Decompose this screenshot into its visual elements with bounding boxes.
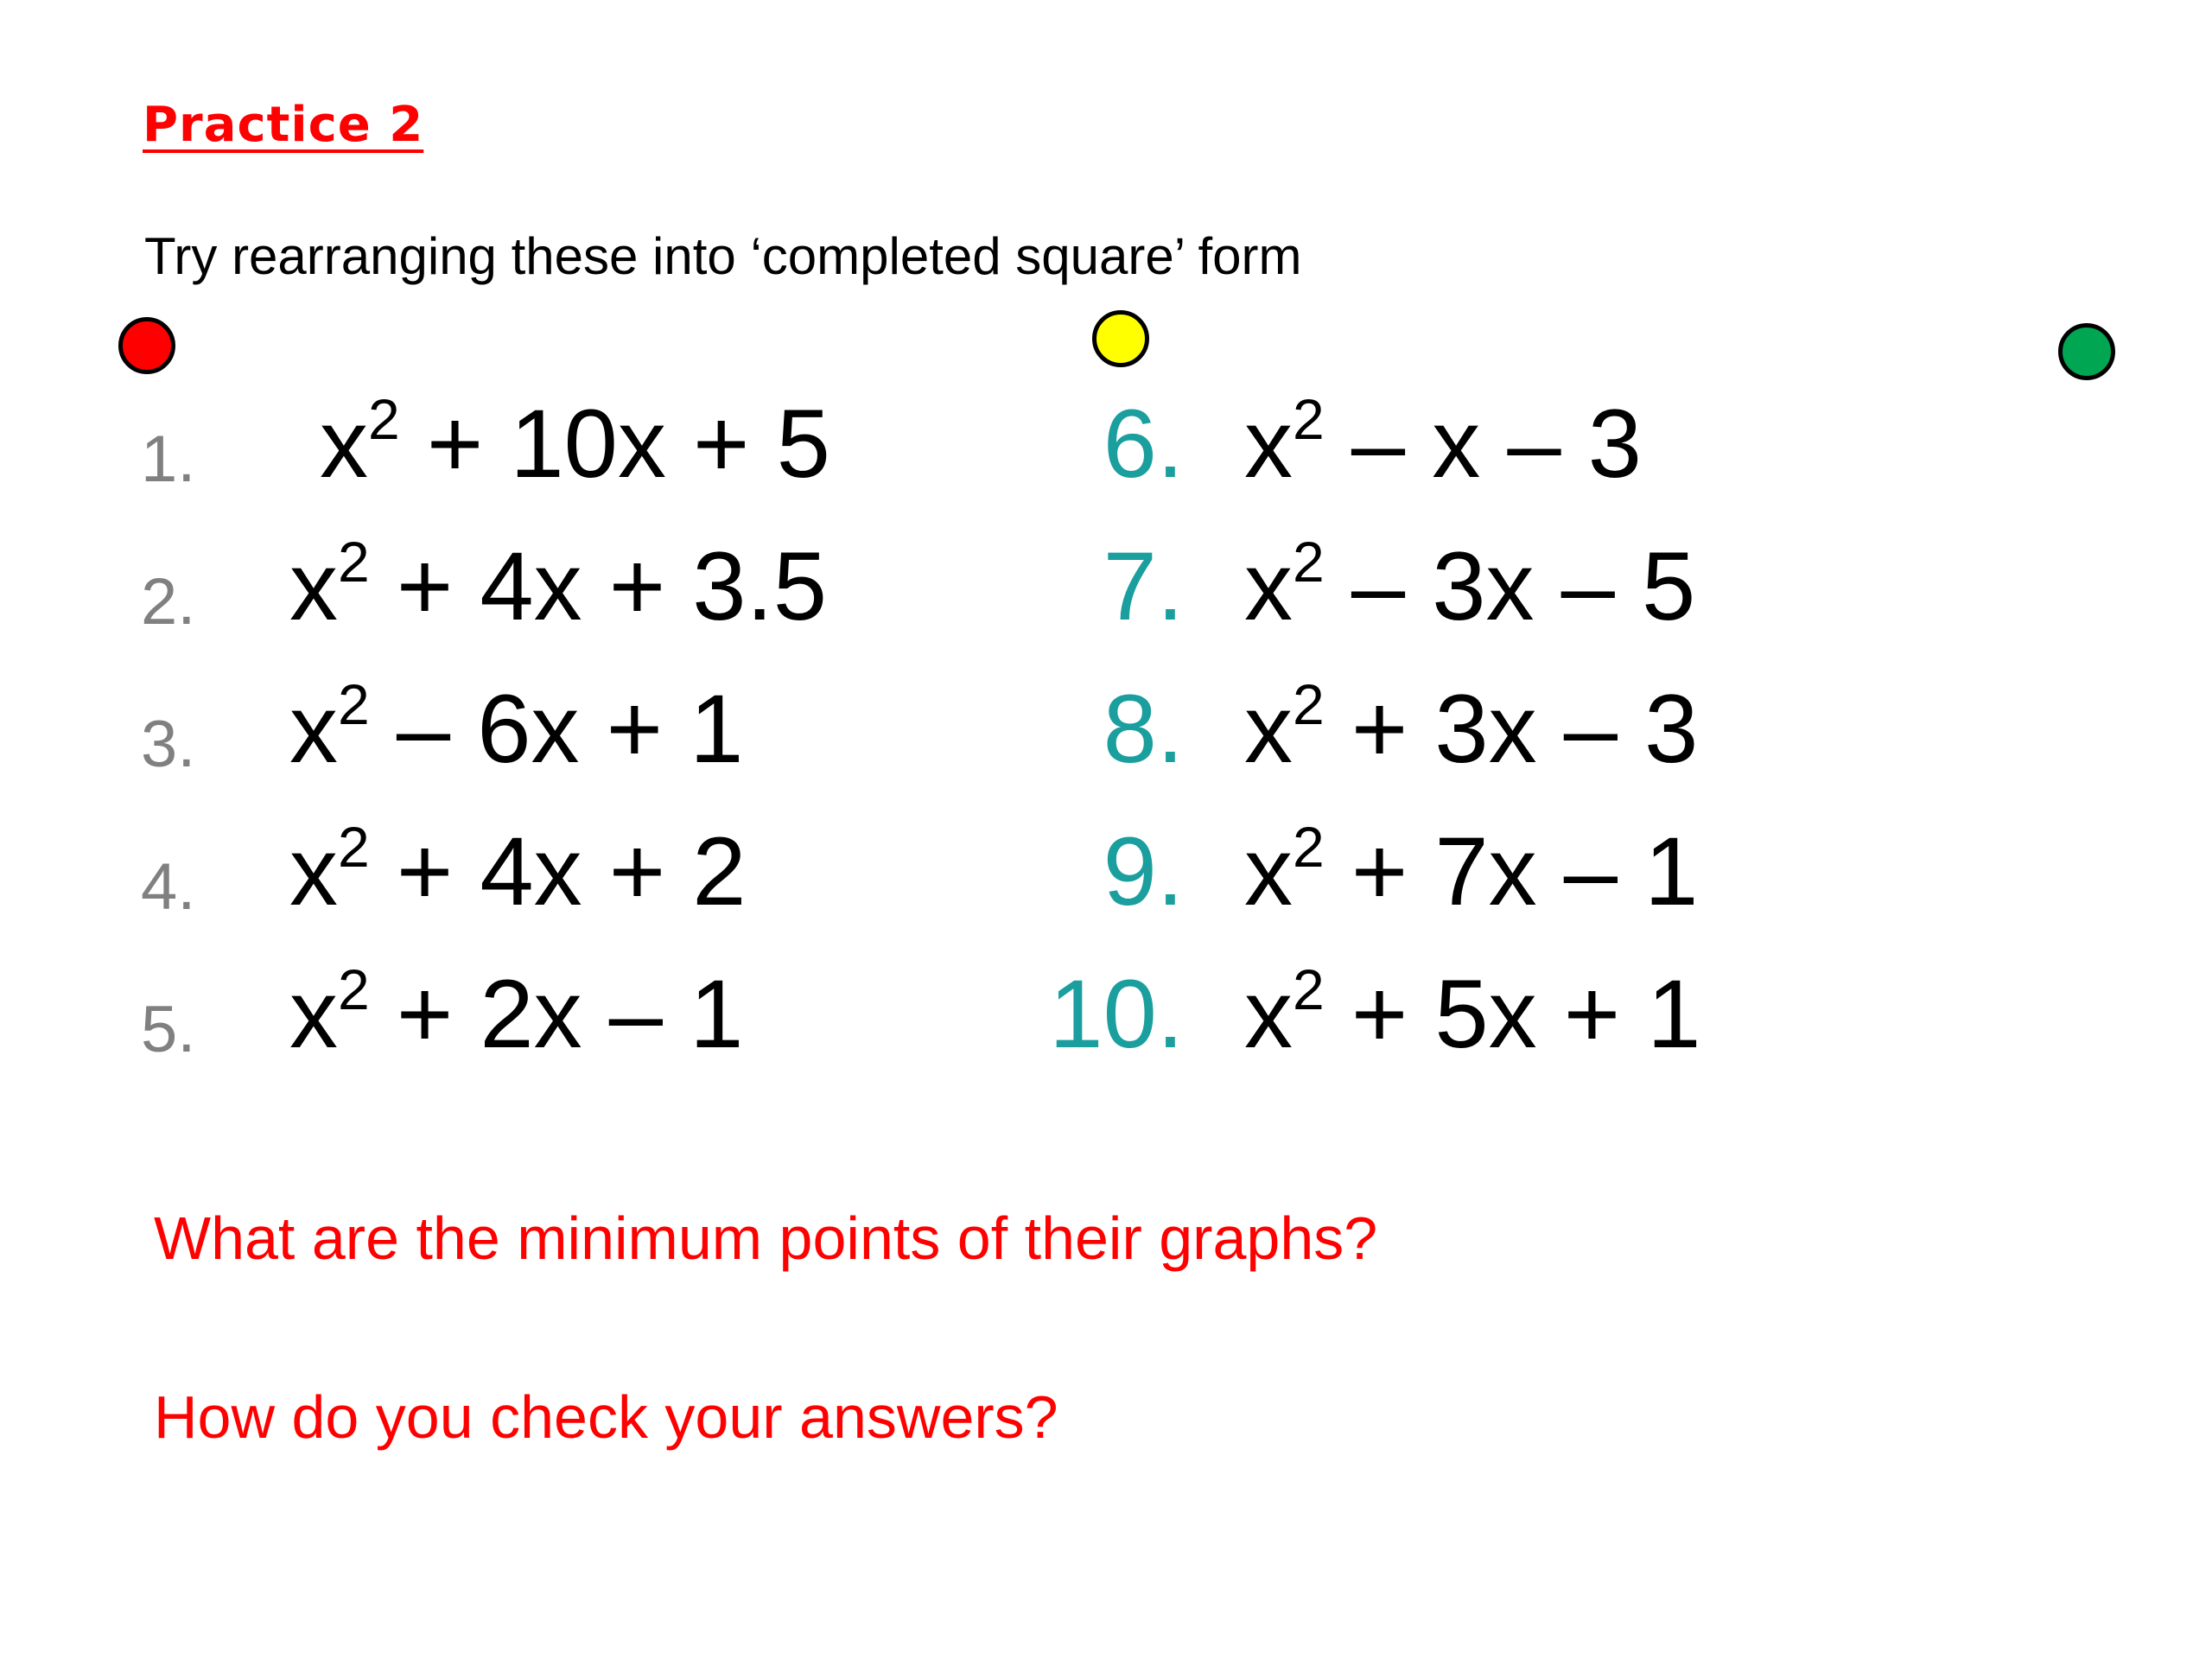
green-difficulty-dot bbox=[2058, 323, 2115, 380]
expr-exponent: 2 bbox=[338, 957, 370, 1021]
expr-exponent: 2 bbox=[338, 530, 370, 594]
problem-row bbox=[0, 665, 2212, 783]
expr-rest: + 5x + 1 bbox=[1324, 960, 1701, 1068]
problem-expression bbox=[1244, 957, 1701, 1068]
expr-base: x bbox=[320, 390, 368, 498]
problem-number: 10. bbox=[1049, 960, 1184, 1068]
expr-base: x bbox=[1244, 390, 1293, 498]
problem-number: 5. bbox=[141, 993, 196, 1066]
problem-number: 8. bbox=[1103, 675, 1184, 783]
question-check-answers: How do you check your answers? bbox=[154, 1383, 1058, 1451]
problem-row bbox=[0, 950, 2212, 1068]
instruction-text: Try rearranging these into ‘completed square’ form bbox=[144, 227, 1302, 285]
expr-exponent: 2 bbox=[338, 815, 370, 879]
problem-expression bbox=[1244, 672, 1699, 783]
expr-exponent: 2 bbox=[1293, 815, 1325, 879]
expr-base: x bbox=[1244, 532, 1293, 640]
problem-expression bbox=[1244, 530, 1696, 640]
expr-exponent: 2 bbox=[1293, 387, 1325, 451]
expr-rest: + 4x + 2 bbox=[369, 817, 747, 925]
expr-rest: – x – 3 bbox=[1324, 390, 1643, 498]
problem-number: 1. bbox=[141, 423, 196, 496]
page-title: Practice 2 bbox=[143, 97, 424, 153]
expr-rest: – 6x + 1 bbox=[369, 675, 744, 783]
problem-number: 2. bbox=[141, 565, 196, 639]
yellow-difficulty-dot bbox=[1092, 310, 1149, 367]
expr-rest: – 3x – 5 bbox=[1324, 532, 1696, 640]
expr-base: x bbox=[1244, 675, 1293, 783]
problem-row bbox=[0, 808, 2212, 925]
problem-number: 7. bbox=[1103, 532, 1184, 640]
expr-base: x bbox=[289, 960, 338, 1068]
expr-rest: + 3x – 3 bbox=[1324, 675, 1699, 783]
problem-number: 4. bbox=[141, 850, 196, 924]
expr-exponent: 2 bbox=[1293, 957, 1325, 1021]
expr-base: x bbox=[1244, 817, 1293, 925]
problem-row bbox=[0, 523, 2212, 640]
red-difficulty-dot bbox=[118, 317, 175, 374]
expr-exponent: 2 bbox=[338, 672, 370, 736]
expr-rest: + 10x + 5 bbox=[399, 390, 830, 498]
expr-exponent: 2 bbox=[1293, 530, 1325, 594]
expr-base: x bbox=[1244, 960, 1293, 1068]
expr-rest: + 7x – 1 bbox=[1324, 817, 1699, 925]
expr-base: x bbox=[289, 675, 338, 783]
expr-exponent: 2 bbox=[1293, 672, 1325, 736]
problem-number: 6. bbox=[1103, 390, 1184, 498]
expr-base: x bbox=[289, 817, 338, 925]
problem-row bbox=[0, 380, 2212, 498]
expr-base: x bbox=[289, 532, 338, 640]
problem-expression bbox=[1244, 387, 1643, 498]
problem-expression bbox=[1244, 815, 1699, 925]
problem-number: 3. bbox=[141, 708, 196, 781]
question-minimum-points: What are the minimum points of their graphs? bbox=[154, 1205, 1378, 1272]
expr-rest: + 2x – 1 bbox=[369, 960, 744, 1068]
problem-number: 9. bbox=[1103, 817, 1184, 925]
expr-rest: + 4x + 3.5 bbox=[369, 532, 827, 640]
expr-exponent: 2 bbox=[368, 387, 400, 451]
